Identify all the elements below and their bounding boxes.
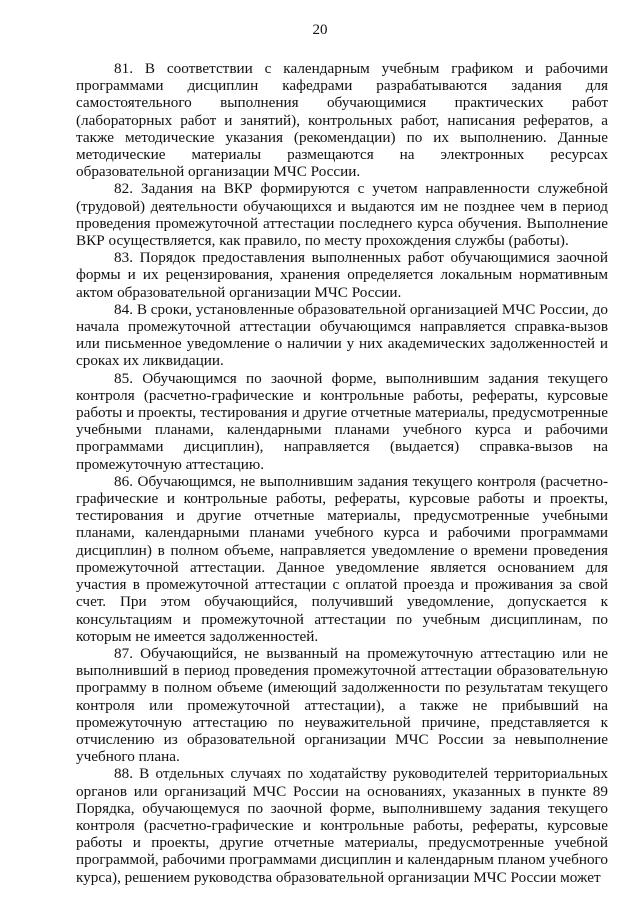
paragraph-88: 88. В отдельных случаях по ходатайству руководителей территориальных органов или организаций МЧС России на основаниях, указанных в пункте 89 Порядка, обучающемуся по заочной форме, выполнившему задания текущего контроля (расчетно-графические и контрольные работы, рефераты, курсовые работы и проекты, другие отчетные материалы, предусмотренные учебной программой, рабочими программами дисциплин и календарным планом учебного курса), решением руководства образовательной организации МЧС России может <box>76 765 608 886</box>
page-number: 20 <box>312 22 328 38</box>
paragraph-84: 84. В сроки, установленные образовательной организацией МЧС России, до начала промежуточной аттестации обучающимся направляется справка-вызов или письменное уведомление о наличии у них академических задолженностей и сроках их ликвидации. <box>76 300 608 370</box>
paragraph-86: 86. Обучающимся, не выполнившим задания текущего контроля (расчетно-графические и контрольные работы, рефераты, курсовые работы и проекты, тестирования и другие отчетные материалы, предусмотренные учебными планами, календарными планами учебного курса и рабочими программами дисциплин) в полном объеме, направляется уведомление о времени проведения промежуточной аттестации. Данное уведомление является основанием для участия в промежуточной аттестации с оплатой проезда и проживания за свой счет. При этом обучающийся, получивший уведомление, допускается к консультациям и промежуточной аттестации по учебным дисциплинам, по которым не имеется задолженностей. <box>76 472 608 645</box>
paragraph-83: 83. Порядок предоставления выполненных работ обучающимися заочной формы и их рецензирования, хранения определяется локальным нормативным актом образовательной организации МЧС России. <box>76 249 608 301</box>
paragraph-85: 85. Обучающимся по заочной форме, выполнившим задания текущего контроля (расчетно-графические и контрольные работы, рефераты, курсовые работы и проекты, тестирования и другие отчетные материалы, предусмотренные учебными планами, календарными планами учебного курса и рабочими программами дисциплин), направляется (выдается) справка-вызов на промежуточную аттестацию. <box>76 369 608 473</box>
document-body <box>76 60 608 886</box>
paragraph-87: 87. Обучающийся, не вызванный на промежуточную аттестацию или не выполнивший в период проведения промежуточной аттестации образовательную программу в полном объеме (имеющий задолженности по результатам текущего контроля или промежуточной аттестации), а также не прибывший на промежуточную аттестацию по неуважительной причине, представляется к отчислению из образовательной организации МЧС России за невыполнение учебного плана. <box>76 644 608 766</box>
paragraph-82: 82. Задания на ВКР формируются с учетом направленности служебной (трудовой) деятельности обучающихся и выдаются им не позднее чем в период проведения промежуточной аттестации последнего курса обучения. Выполнение ВКР осуществляется, как правило, по месту прохождения службы (работы). <box>76 180 608 250</box>
paragraph-81: 81. В соответствии с календарным учебным графиком и рабочими программами дисциплин кафедрами разрабатываются задания для самостоятельного выполнения обучающимися практических работ (лабораторных работ и занятий), контрольных работ, написания рефератов, а также методические указания (рекомендации) по их выполнению. Данные методические материалы размещаются на электронных ресурсах образовательной организации МЧС России. <box>76 60 608 181</box>
